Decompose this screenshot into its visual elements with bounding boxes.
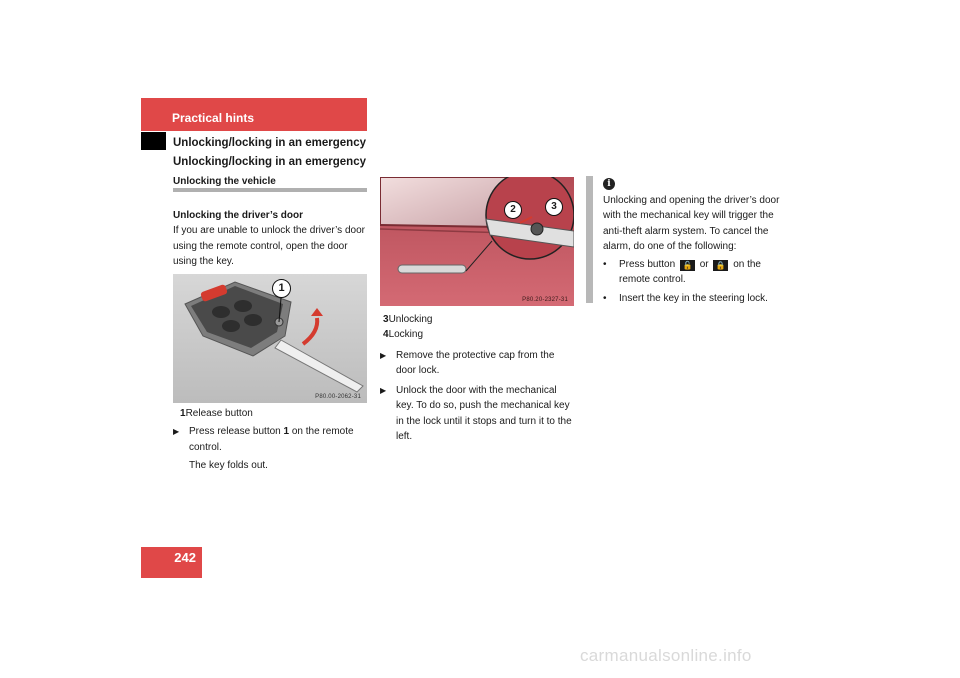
legend-item-1 (173, 406, 369, 421)
bullet-text-pre: Press button (619, 259, 676, 271)
step-result: The key folds out. (189, 459, 268, 471)
info-note (603, 193, 783, 306)
page-title: Unlocking/locking in an emergency (173, 156, 366, 168)
info-sidebar-bar (586, 176, 593, 303)
section-tab (141, 98, 367, 131)
step-num: 1 (283, 426, 290, 438)
step-item (380, 348, 576, 379)
legend-num: 1 (180, 408, 186, 419)
subheading-rule (173, 188, 367, 192)
step-text: Remove the protective cap from the door lock. (396, 349, 555, 376)
intro-paragraph: If you are unable to unlock the driver’s door using the remote control, open the door using the key. (173, 225, 365, 267)
key-figure (173, 274, 367, 403)
section-title: Unlocking/locking in an emergency (173, 137, 366, 149)
info-bullet (603, 291, 783, 306)
left-text-block (173, 208, 369, 269)
bullet-text: Insert the key in the steering lock. (619, 292, 768, 304)
bullet-dot: • (603, 259, 607, 271)
step-arrow-icon: ▶ (380, 386, 387, 396)
info-paragraph: Unlocking and opening the driver’s door with the mechanical key will trigger the anti-theft alarm system. To cancel the alarm, do one of the following: (603, 195, 780, 252)
step-item (380, 383, 576, 444)
legend-item-3 (380, 312, 576, 327)
watermark: carmanualsonline.info (580, 646, 752, 665)
step-arrow-icon: ▶ (380, 350, 387, 360)
step-text-post: on the remote control. (189, 426, 354, 453)
lock-button-icon: 🔒 (713, 260, 728, 271)
subheading: Unlocking the vehicle (173, 176, 276, 187)
callout-2: 2 (504, 201, 522, 219)
legend-text: Locking (388, 329, 424, 341)
subsubheading: Unlocking the driver’s door (173, 210, 304, 221)
legend-text: Release button (185, 408, 253, 419)
page-number-box (141, 547, 202, 578)
section-marker (141, 132, 166, 150)
key-illustration (173, 274, 367, 403)
bullet-dot: • (603, 292, 607, 304)
step-arrow-icon: ▶ (173, 427, 180, 437)
step-text: Unlock the door with the mechanical key. To do so, push the mechanical key in the lock until it stops and turn it to the left. (396, 385, 572, 443)
middle-column-body (380, 312, 576, 444)
info-icon: i (603, 178, 615, 190)
left-column-body (173, 406, 369, 473)
bullet-text-post: on the remote control. (619, 259, 761, 286)
legend-text: Unlocking (388, 314, 433, 325)
door-figure (380, 177, 574, 306)
callout-3: 3 (545, 198, 563, 216)
step-text-pre: Press release button (189, 426, 284, 438)
figure-code: P80.00-2062-31 (315, 394, 361, 400)
page-number: 242 (174, 550, 196, 565)
section-tab-label: Practical hints (172, 111, 255, 125)
door-illustration (380, 177, 574, 306)
bullet-text-mid: or (699, 259, 709, 271)
legend-item-4 (380, 327, 576, 342)
legend-num: 4 (383, 329, 389, 341)
step-item (173, 424, 369, 455)
unlock-button-icon: 🔓 (680, 260, 695, 271)
info-bullet (603, 257, 783, 288)
figure-code: P80.20-2327-31 (522, 297, 568, 303)
legend-num: 3 (383, 314, 389, 325)
callout-1: 1 (272, 279, 291, 298)
